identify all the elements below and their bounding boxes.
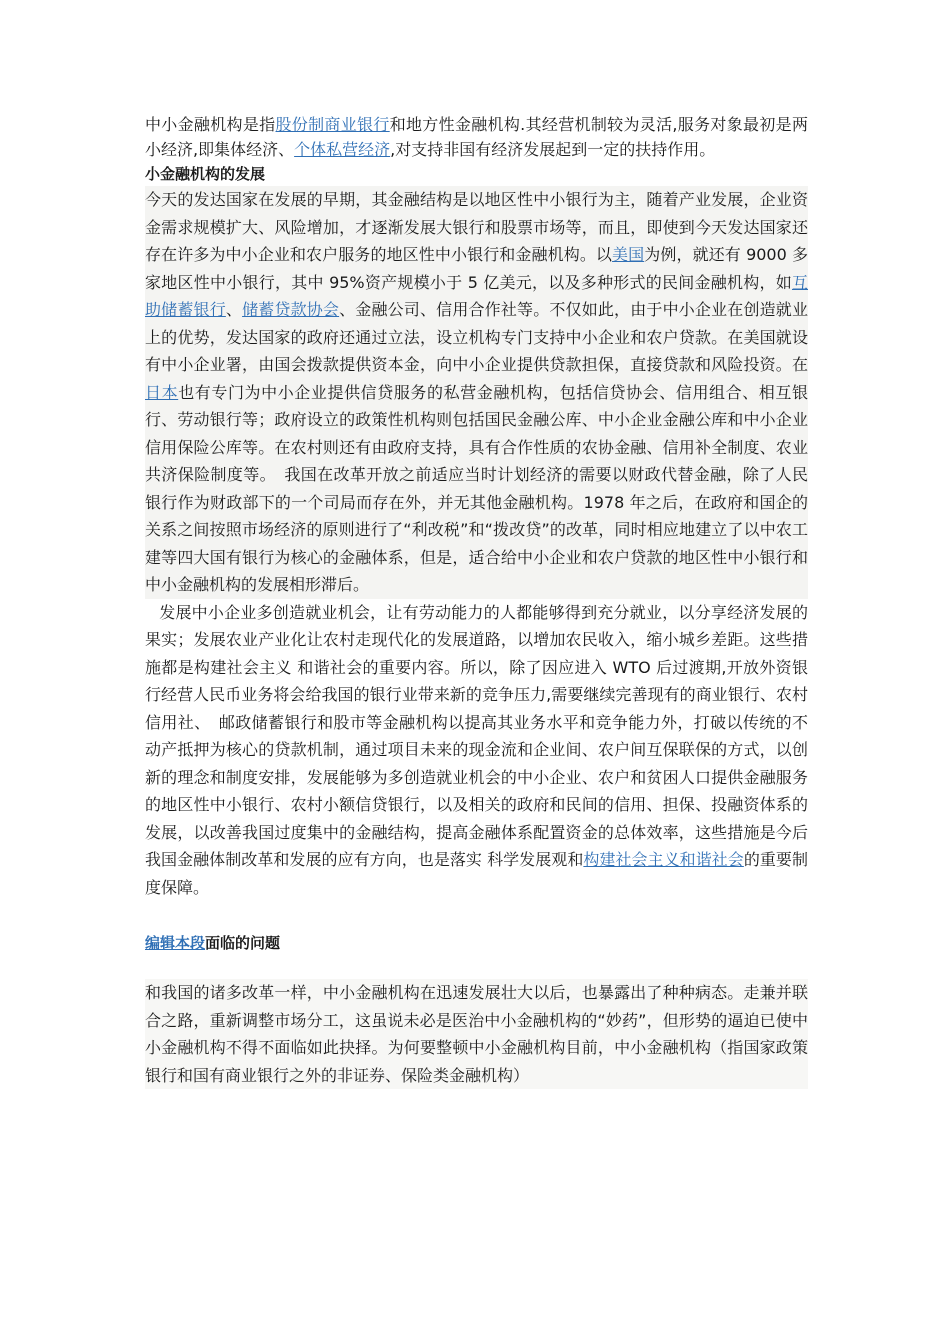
spacer xyxy=(145,901,808,931)
development-paragraph-2 xyxy=(145,599,808,902)
spacer xyxy=(145,955,808,979)
development-paragraph-1 xyxy=(145,186,808,599)
text-span: 的重要制度保障。 xyxy=(145,850,808,897)
text-span: 、 xyxy=(225,300,243,319)
intro-text-3: ,对支持非国有经济发展起到一定的扶持作用。 xyxy=(390,140,716,159)
text-span: 也有专门为中小企业提供信贷服务的私营金融机构，包括信贷协会、信用组合、相互银行、劳动银行等；政府设立的政策性机构则包括国民金融公库、中小企业金融公库和中小企业信用保险公库等。在农村则还有由政府支持，具有合作性质的农协金融、信用补全制度、农业共济保险制度等。 我国在改革开放之前适应当时计划经济的需要以财政代替金融，除了人民银行作为财政部下的一个司局而存在外，并无其他金融机构。1978 年之后，在政府和国企的关系之间按照市场经济的原则进行了“利改税”和“拨改贷”的改革，同时相应地建立了以中农工建等四大国有银行为核心的金融体系，但是，适合给中小企业和农户贷款的地区性中小银行和中小金融机构的发展相形滞后。 xyxy=(145,382,808,594)
link-savings-loan-association[interactable]: 储蓄贷款协会 xyxy=(242,300,340,319)
intro-text-1: 中小金融机构是指 xyxy=(145,115,276,134)
link-joint-stock-bank[interactable]: 股份制商业银行 xyxy=(275,115,390,134)
link-usa[interactable]: 美国 xyxy=(612,245,645,264)
link-harmonious-society[interactable]: 构建社会主义和谐社会 xyxy=(583,850,744,869)
text-span: 发展中小企业多创造就业机会，让有劳动能力的人都能够得到充分就业，以分享经济发展的果实；发展农业产业化让农村走现代化的发展道路，以增加农民收入，缩小城乡差距。这些措施都是构建社会主义 和谐社会的重要内容。所以，除了因应进入 WTO 后过渡期,开放外资银行经营人民币业务将会给我国的银行业带来新的竞争压力,需要继续完善现有的商业银行、农村信用社、 邮政储蓄银行和股市等金融机构以提高其业务水平和竞争能力外，打破以传统的不动产抵押为核心的贷款机制，通过项目未来的现金流和企业间、农户间互保联保的方式，以创新的理念和制度安排，发展能够为多创造就业机会的中小企业、农户和贫困人口提供金融服务的地区性中小银行、农村小额信贷银行，以及相关的政府和民间的信用、担保、投融资体系的发展，以改善我国过度集中的金融结构，提高金融体系配置资金的总体效率，这些措施是今后我国金融体制改革和发展的应有方向，也是落实 科学发展观和 xyxy=(145,602,808,869)
text-span: 今天的发达国家在发展的早期，其金融结构是以地区性中小银行为主，随着产业发展，企业资金需求规模扩大、风险增加，才逐渐发展大银行和股票市场等，而且，即使到今天发达国家还存在许多为中小企业和农户服务的地区性中小银行和金融机构。以 xyxy=(145,190,808,264)
intro-text-2: 和地方性金融机构.其经营机制较为灵活,服务对象最初是两小经济,即集体经济、 xyxy=(145,115,808,159)
intro-paragraph xyxy=(145,112,808,162)
section-heading-problems xyxy=(145,931,808,955)
document-page xyxy=(145,112,808,1089)
problems-paragraph-1: 和我国的诸多改革一样，中小金融机构在迅速发展壮大以后，也暴露出了种种病态。走兼并联合之路，重新调整市场分工，这虽说未必是医治中小金融机构的“妙药”，但形势的逼迫已使中小金融机构不得不面临如此抉择。为何要整顿中小金融机构目前，中小金融机构（指国家政策银行和国有商业银行之外的非证券、保险类金融机构） xyxy=(145,979,808,1089)
link-mutual-savings-bank[interactable]: 互助储蓄银行 xyxy=(145,272,808,319)
problems-heading-text: 面临的问题 xyxy=(205,934,281,952)
link-private-economy[interactable]: 个体私营经济 xyxy=(294,140,391,159)
text-span: 为例，就还有 9000 多家地区性中小银行，其中 95%资产规模小于 5 亿美元，以及多种形式的民间金融机构，如 xyxy=(145,245,808,292)
section-heading-development: 小金融机构的发展 xyxy=(145,165,266,183)
edit-section-link[interactable]: 编辑本段 xyxy=(145,934,206,952)
text-span: 、金融公司、信用合作社等。不仅如此，由于中小企业在创造就业上的优势，发达国家的政府还通过立法，设立机构专门支持中小企业和农户贷款。在美国就设有中小企业署，由国会拨款提供资本金，向中小企业提供贷款担保，直接贷款和风险投资。在 xyxy=(145,300,808,374)
link-japan[interactable]: 日本 xyxy=(145,382,179,402)
